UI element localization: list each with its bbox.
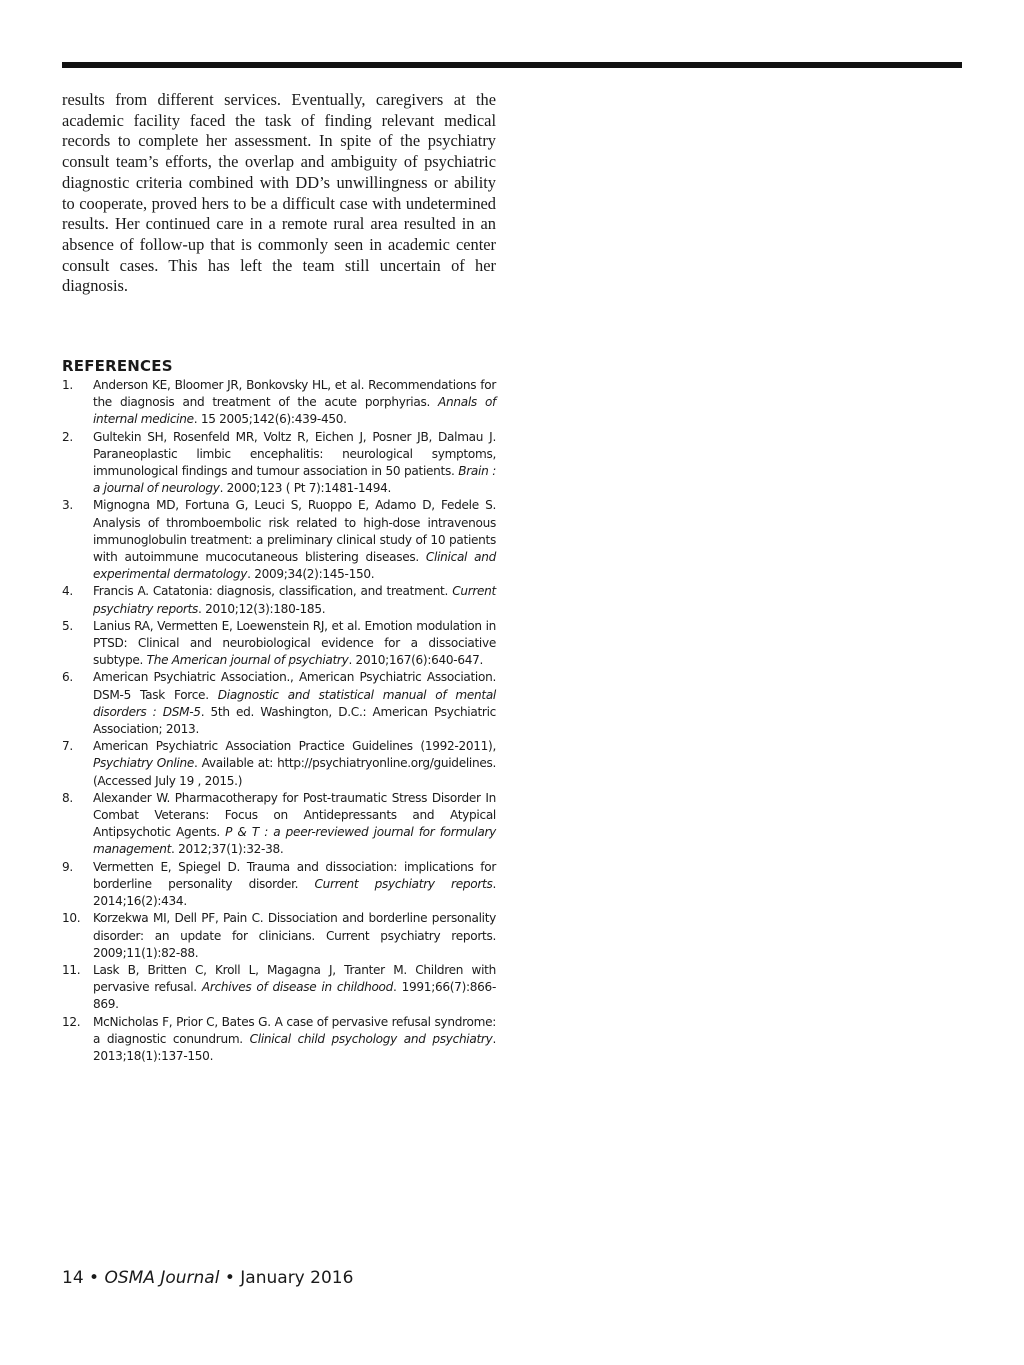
footer-bullet: • <box>89 1268 100 1288</box>
reference-item <box>62 618 496 670</box>
reference-number: 2. <box>62 429 73 444</box>
reference-source: Current psychiatry reports <box>93 584 496 616</box>
reference-number: 9. <box>62 859 73 874</box>
reference-details: . 2009;34(2):145-150. <box>247 567 375 582</box>
reference-item <box>62 497 496 583</box>
reference-details: . 2000;123 ( Pt 7):1481-1494. <box>219 481 392 496</box>
reference-details: . 2012;37(1):32-38. <box>171 842 284 857</box>
reference-number: 8. <box>62 790 73 805</box>
reference-source: The American journal of psychiatry <box>146 653 349 668</box>
reference-text: Lanius RA, Vermetten E, Loewenstein RJ, et al. Emotion modulation in PTSD: Clinical and neurobiological evidence for a dissociative subtype. <box>93 618 496 668</box>
page-footer <box>62 1268 353 1288</box>
reference-text: Francis A. Catatonia: diagnosis, classification, and treatment. <box>93 584 453 599</box>
reference-number: 10. <box>62 911 81 926</box>
reference-text: Gultekin SH, Rosenfeld MR, Voltz R, Eichen J, Posner JB, Dalmau J. Paraneoplastic limbic encephalitis: neurological symptoms, immunological findings and tumour association in 50 patients. <box>93 429 496 479</box>
reference-text: Lask B, Britten C, Kroll L, Magagna J, Tranter M. Children with pervasive refusal. <box>93 962 496 995</box>
reference-details: . Available at: http://psychiatryonline.org/guidelines. (Accessed July 19 , 2015.) <box>93 756 496 788</box>
reference-number: 7. <box>62 739 73 754</box>
reference-text: American Psychiatric Association Practice Guidelines (1992-2011), <box>93 739 496 754</box>
reference-item <box>62 583 496 617</box>
top-rule <box>62 62 962 68</box>
reference-details: . 1991;66(7):866-869. <box>93 980 497 1012</box>
reference-item <box>62 962 496 1014</box>
issue-date: January 2016 <box>240 1268 354 1288</box>
reference-number: 12. <box>62 1014 81 1029</box>
reference-text: Alexander W. Pharmacotherapy for Post-traumatic Stress Disorder In Combat Veterans: Focus on Antidepressants and Atypical Antipsychotic Agents. <box>93 790 496 840</box>
reference-number: 6. <box>62 670 73 685</box>
reference-source: Annals of internal medicine <box>93 395 496 427</box>
reference-text: Anderson KE, Bloomer JR, Bonkovsky HL, et al. Recommendations for the diagnosis and treatment of the acute porphyrias. <box>93 378 496 410</box>
reference-item <box>62 1014 496 1066</box>
reference-details: . 5th ed. Washington, D.C.: American Psychiatric Association; 2013. <box>93 704 497 737</box>
journal-name: OSMA Journal <box>104 1268 220 1288</box>
reference-item <box>62 377 496 429</box>
reference-source: Clinical and experimental dermatology <box>93 550 496 582</box>
reference-details: . 15 2005;142(6):439-450. <box>193 412 347 427</box>
reference-item <box>62 790 496 859</box>
reference-details: . 2014;16(2):434. <box>93 876 496 909</box>
reference-item <box>62 429 496 498</box>
reference-source: Current psychiatry reports <box>314 876 493 891</box>
closing-paragraph: results from different services. Eventually, caregivers at the academic facility faced the task of finding relevant medical records to complete her assessment. In spite of the psychiatry consult team’s efforts, the overlap and ambiguity of psychiatric diagnostic criteria combined with DD’s unwillingness or ability to cooperate, proved hers to be a difficult case with undetermined results. Her continued care in a remote rural area resulted in an absence of follow-up that is commonly seen in academic center consult cases. This has left the team still uncertain of her diagnosis. <box>62 90 496 296</box>
reference-source: Psychiatry Online <box>93 756 194 771</box>
reference-number: 5. <box>62 618 73 633</box>
references-heading: REFERENCES <box>62 357 173 375</box>
reference-number: 1. <box>62 378 73 392</box>
reference-text: American Psychiatric Association., American Psychiatric Association. DSM-5 Task Force. <box>93 670 496 702</box>
reference-text: Korzekwa MI, Dell PF, Pain C. Dissociation and borderline personality disorder: an update for clinicians. Current psychiatry reports. 2009;11(1):82-88. <box>93 911 496 960</box>
reference-source: Clinical child psychology and psychiatry <box>249 1031 493 1046</box>
reference-item <box>62 738 496 790</box>
reference-item <box>62 859 496 911</box>
reference-item <box>62 669 496 738</box>
reference-text: Vermetten E, Spiegel D. Trauma and dissociation: implications for borderline personality disorder. <box>93 859 496 891</box>
reference-source: Archives of disease in childhood <box>201 980 394 995</box>
reference-details: . 2010;167(6):640-647. <box>348 653 484 668</box>
reference-text: Mignogna MD, Fortuna G, Leuci S, Ruoppo E, Adamo D, Fedele S. Analysis of thromboembolic risk related to high-dose intravenous immunoglobulin treatment: a preliminary clinical study of 10 patients with autoimmune mucocutaneous blistering diseases. <box>93 498 496 565</box>
reference-source: P & T : a peer-reviewed journal for formulary management <box>93 825 496 857</box>
page-number: 14 <box>62 1268 84 1288</box>
footer-bullet: • <box>224 1268 235 1288</box>
reference-source: Diagnostic and statistical manual of mental disorders : DSM-5 <box>93 687 496 719</box>
reference-number: 3. <box>62 498 73 513</box>
references-list <box>62 377 496 1065</box>
reference-text: McNicholas F, Prior C, Bates G. A case of pervasive refusal syndrome: a diagnostic conundrum. <box>93 1014 496 1046</box>
reference-number: 4. <box>62 584 73 599</box>
reference-number: 11. <box>62 962 81 977</box>
reference-source: Brain : a journal of neurology <box>93 464 496 496</box>
reference-details: . 2010;12(3):180-185. <box>198 601 326 616</box>
reference-details: . 2013;18(1):137-150. <box>93 1031 496 1063</box>
reference-item <box>62 910 496 962</box>
